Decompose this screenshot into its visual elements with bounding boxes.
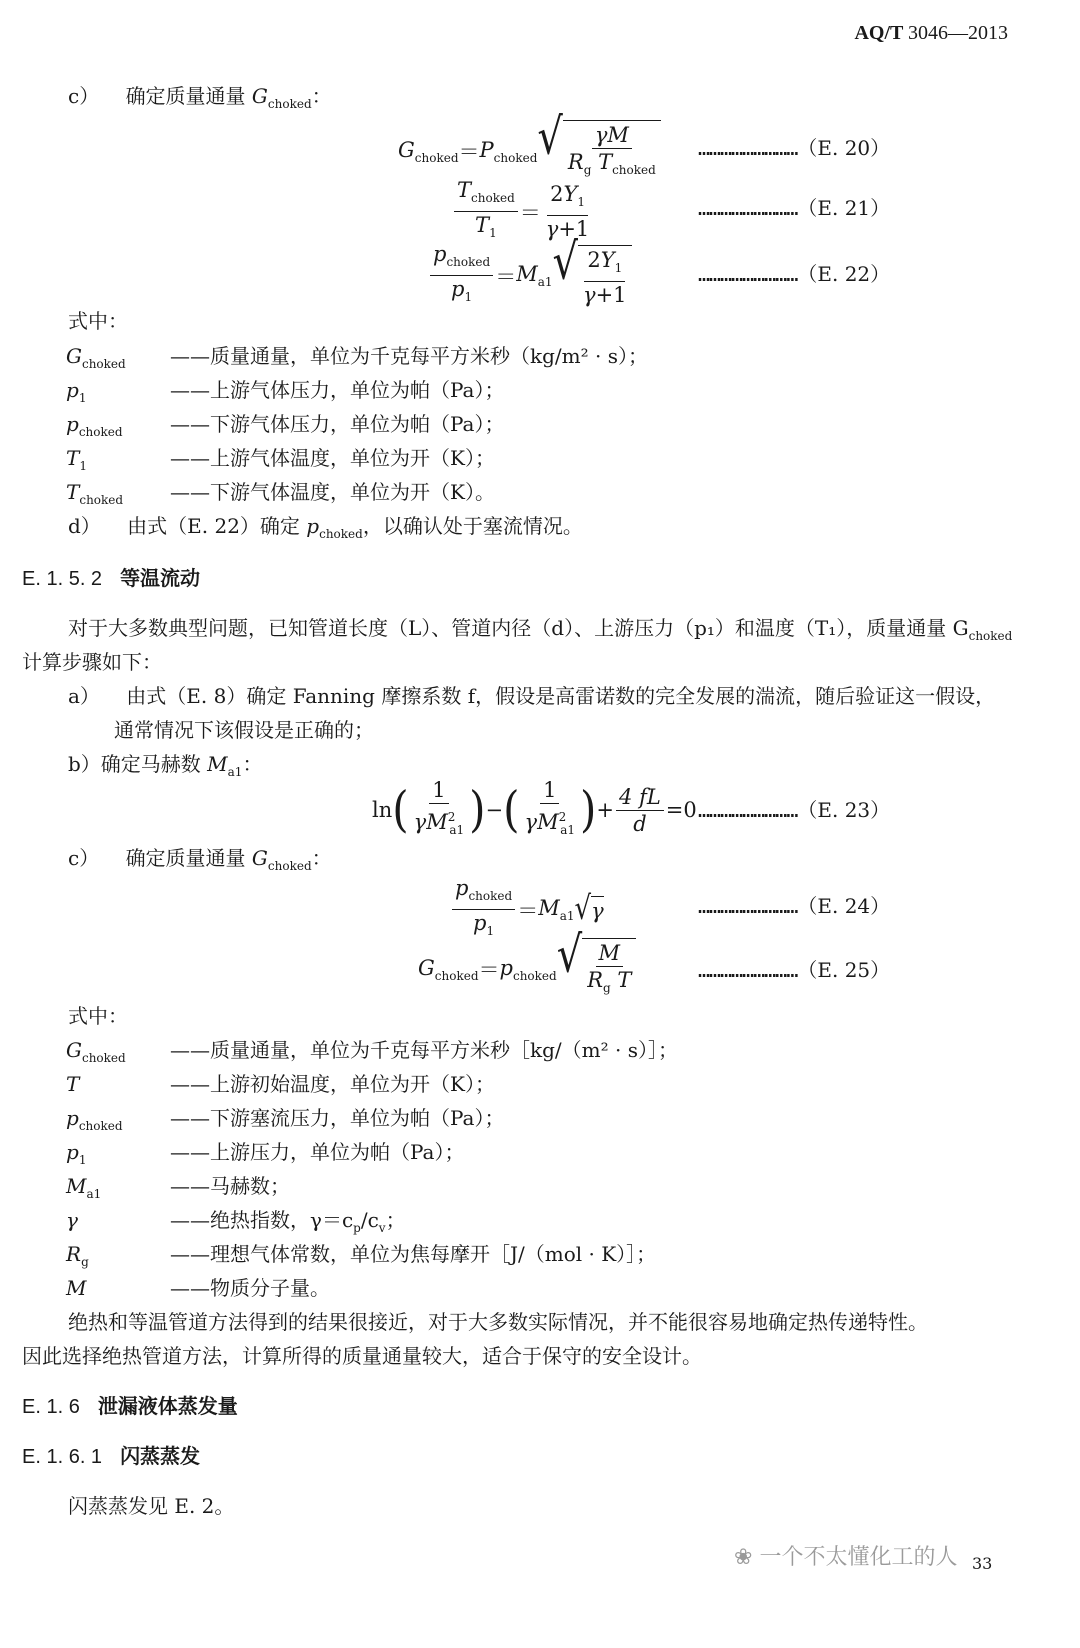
standard-number: 3046—2013	[908, 22, 1008, 44]
definition-row: $T_{choked}$ ——下游气体温度，单位为开（K）。	[66, 480, 495, 507]
step-a: a） 由式（E. 8）确定 Fanning 摩擦系数 f，假设是高雷诺数的完全发展的湍流，随后验证这一假设，	[68, 684, 996, 708]
equation-e22: $\frac{p_{choked}}{p_1}$ ＝ $M_{a1}$ √ $\frac{2Y_1}{\gamma+1}$	[428, 242, 632, 309]
flash-evaporation-text: 闪蒸蒸发见 E. 2。	[68, 1494, 235, 1518]
step-c-label: c）	[68, 84, 100, 108]
equation-e24: $\frac{p_{choked}}{p_1}$ ＝ $M_{a1}$ √ γ	[450, 876, 604, 943]
step-d: d） 由式（E. 22）确定 $p_{choked}$，以确认处于塞流情况。	[68, 514, 583, 541]
summary-paragraph-line1: 绝热和等温管道方法得到的结果很接近，对于大多数实际情况，并不能很容易地确定热传递特性。	[68, 1310, 928, 1334]
section-heading-e161: E. 1. 6. 1 闪蒸蒸发	[22, 1444, 201, 1468]
definition-row: $p_{choked}$ ——下游塞流压力，单位为帕（Pa）；	[66, 1106, 505, 1133]
page-number: 33	[972, 1554, 993, 1573]
standard-code: AQ/T	[854, 22, 903, 44]
symbol-g-choked: $G_{choked}$	[251, 84, 312, 111]
definition-row: $T_1$ ——上游气体温度，单位为开（K）；	[66, 446, 495, 473]
definition-row: $R_g$ ——理想气体常数，单位为焦每摩开［J/（mol · K）］；	[66, 1242, 657, 1269]
equation-e21-ref: ………………………（E. 21）	[698, 196, 891, 220]
definition-row: $p_1$ ——上游压力，单位为帕（Pa）；	[66, 1140, 465, 1167]
watermark: ❀ 一个不太懂化工的人	[734, 1545, 958, 1570]
wechat-icon: ❀	[734, 1545, 753, 1570]
equation-e21: $\frac{T_{choked}}{T_1}$ ＝ $\frac{2Y_1}{\gamma+1}$	[452, 178, 594, 245]
definition-row: $G_{choked}$ ——质量通量，单位为千克每平方米秒（kg/m² · s）；	[66, 344, 648, 371]
definition-row: $p_1$ ——上游气体压力，单位为帕（Pa）；	[66, 378, 505, 405]
step-a-continued: 通常情况下该假设是正确的；	[114, 718, 374, 742]
definition-row: γ ——绝热指数，$\gamma=c_p/c_v$；	[66, 1208, 406, 1235]
standard-header	[854, 22, 1008, 45]
step-c-text: 确定质量通量	[125, 84, 246, 108]
equation-e25: $G_{choked}$ ＝ $p_{choked}$ √ $\frac{M}{R_g T}$	[418, 938, 636, 1000]
equation-e23-ref: ………………………（E. 23）	[698, 798, 891, 822]
summary-paragraph-line2: 因此选择绝热管道方法，计算所得的质量通量较大，适合于保守的安全设计。	[22, 1344, 702, 1368]
where-label-2: 式中：	[68, 1004, 128, 1028]
intro-paragraph-line1: 对于大多数典型问题，已知管道长度（L）、管道内径（d）、上游压力（p₁）和温度（T₁），质量通量 $G_{choked}$	[68, 616, 1013, 643]
equation-e25-ref: ………………………（E. 25）	[698, 958, 891, 982]
definition-row: $M_{a1}$ ——马赫数；	[66, 1174, 290, 1201]
step-c2-heading: c） 确定质量通量 $G_{choked}$：	[68, 846, 332, 873]
equation-e23: ln ( $\frac{1}{\gamma M^2_{a1}}$ ) − ( $\frac{1}{\gamma M^2_{a1}}$ ) + $\frac{4 fL}{d}$ =0	[372, 778, 697, 838]
section-heading-e16: E. 1. 6 泄漏液体蒸发量	[22, 1394, 238, 1418]
where-label-1: 式中：	[68, 309, 128, 333]
intro-paragraph-line2: 计算步骤如下：	[22, 650, 162, 674]
equation-e22-ref: ………………………（E. 22）	[698, 262, 891, 286]
definition-row: T ——上游初始温度，单位为开（K）；	[66, 1072, 495, 1096]
section-heading-e152: E. 1. 5. 2 等温流动	[22, 566, 201, 590]
definition-row: M ——物质分子量。	[66, 1276, 330, 1300]
equation-e20: $G_{choked}$ ＝ $P_{choked}$ √ $\frac{\gamma M}{R_g T_{choked}}$	[398, 120, 661, 182]
step-b: b）确定马赫数 $M_{a1}$：	[68, 752, 263, 779]
equation-e24-ref: ………………………（E. 24）	[698, 894, 891, 918]
step-c-heading: c） 确定质量通量 $G_{choked}$：	[68, 84, 332, 111]
equation-e20-ref: ………………………（E. 20）	[698, 136, 891, 160]
definition-row: $p_{choked}$ ——下游气体压力，单位为帕（Pa）；	[66, 412, 505, 439]
definition-row: $G_{choked}$ ——质量通量，单位为千克每平方米秒［kg/（m² · s）］；	[66, 1038, 678, 1065]
